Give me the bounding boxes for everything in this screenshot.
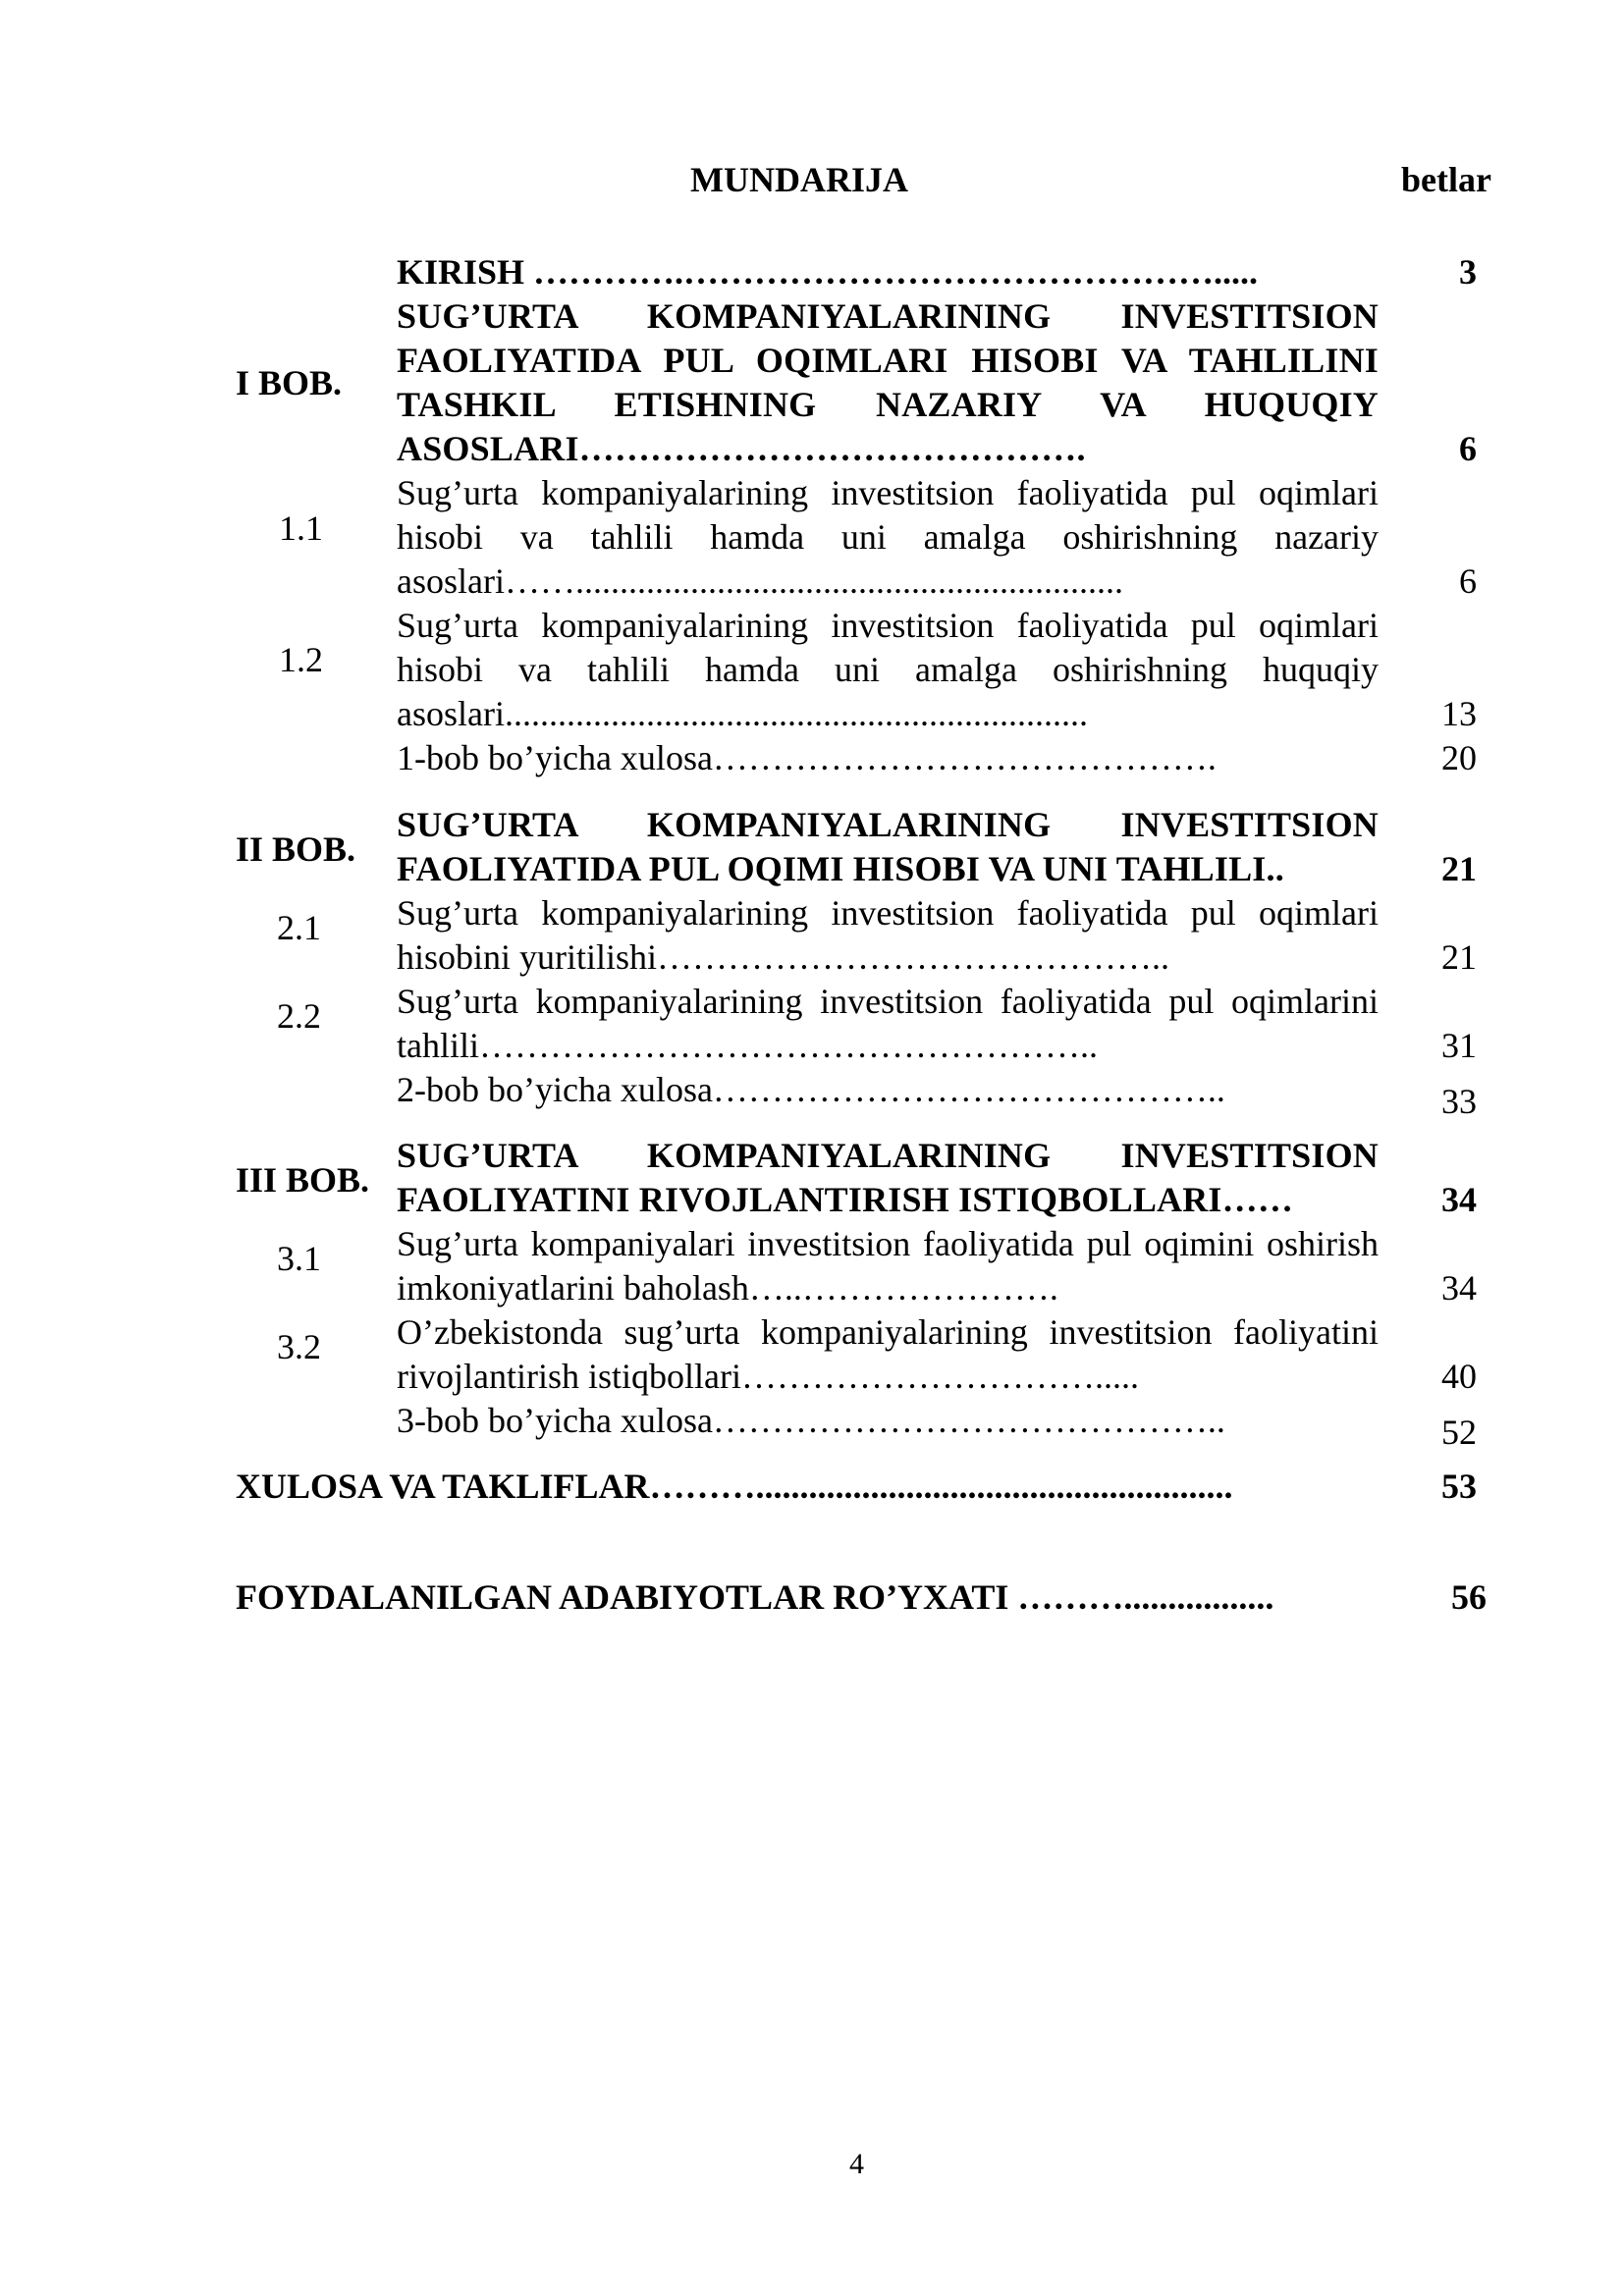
toc-entry-conclusions-proposals[interactable]: XULOSA VA TAKLIFLAR………...................................................... xyxy=(236,1467,1233,1506)
chapter-label-3: III BOB. xyxy=(236,1160,370,1200)
toc-entry-chapter-3[interactable]: SUG’URTA KOMPANIYALARINING INVESTITSION FAOLIYATINI RIVOJLANTIRISH ISTIQBOLLARI…… xyxy=(397,1136,1379,1219)
toc-entry-section-3-2[interactable]: O’zbekistonda sug’urta kompaniyalarining investitsion faoliyatini rivojlantirish istiqbollari…………………………..... xyxy=(397,1312,1379,1396)
toc-page-conclusion-1: 20 xyxy=(1441,738,1477,777)
chapter-label-2: II BOB. xyxy=(236,829,356,869)
chapter-label-1: I BOB. xyxy=(236,363,343,402)
toc-entry-section-1-1[interactable]: Sug’urta kompaniyalarining investitsion faoliyatida pul oqimlari hisobi va tahlili hamda uni amalga oshirishning nazariy asoslari…….............................................................. xyxy=(397,473,1379,601)
toc-page-conclusion-3: 52 xyxy=(1441,1413,1477,1452)
toc-page-intro: 3 xyxy=(1459,252,1477,292)
section-label-2-2: 2.2 xyxy=(277,996,321,1036)
toc-page-section-2-1: 21 xyxy=(1441,937,1477,977)
toc-title: MUNDARIJA xyxy=(690,160,908,199)
toc-page-section-3-1: 34 xyxy=(1441,1268,1477,1308)
toc-entry-section-2-1[interactable]: Sug’urta kompaniyalarining investitsion faoliyatida pul oqimlari hisobini yuritilishi…………………………………….. xyxy=(397,893,1379,977)
toc-entry-section-3-1[interactable]: Sug’urta kompaniyalari investitsion faoliyatida pul oqimini oshirish imkoniyatlarini baholash…..…………………. xyxy=(397,1224,1379,1308)
section-label-3-1: 3.1 xyxy=(277,1239,321,1278)
toc-page-chapter-2: 21 xyxy=(1441,849,1477,888)
toc-entry-conclusion-2[interactable]: 2-bob bo’yicha xulosa…………………………………….. xyxy=(397,1070,1225,1109)
toc-entry-section-1-2[interactable]: Sug’urta kompaniyalarining investitsion faoliyatida pul oqimlari hisobi va tahlili hamda uni amalga oshirishning huquqiy asoslari.................................................................. xyxy=(397,606,1379,733)
toc-entry-intro[interactable]: KIRISH ………….………………………………………..... xyxy=(397,252,1259,292)
toc-page-chapter-1: 6 xyxy=(1459,429,1477,468)
page-number: 4 xyxy=(849,2148,864,2180)
section-label-1-1: 1.1 xyxy=(279,508,323,548)
toc-page-section-2-2: 31 xyxy=(1441,1026,1477,1065)
toc-entry-chapter-2[interactable]: SUG’URTA KOMPANIYALARINING INVESTITSION FAOLIYATIDA PUL OQIMI HISOBI VA UNI TAHLILI.. xyxy=(397,805,1379,888)
toc-page-chapter-3: 34 xyxy=(1441,1180,1477,1219)
section-label-1-2: 1.2 xyxy=(279,640,323,679)
toc-page-section-1-2: 13 xyxy=(1441,694,1477,733)
toc-page-section-1-1: 6 xyxy=(1459,561,1477,601)
toc-entry-references[interactable]: FOYDALANILGAN ADABIYOTLAR RO’YXATI ………................. xyxy=(236,1577,1274,1617)
section-label-2-1: 2.1 xyxy=(277,908,321,947)
pages-column-label: betlar xyxy=(1401,160,1491,199)
toc-entry-conclusion-3[interactable]: 3-bob bo’yicha xulosa…………………………………….. xyxy=(397,1401,1225,1440)
toc-entry-section-2-2[interactable]: Sug’urta kompaniyalarining investitsion faoliyatida pul oqimlarini tahlili…………………………………………….. xyxy=(397,982,1379,1065)
toc-page-references: 56 xyxy=(1451,1577,1487,1617)
toc-entry-conclusion-1[interactable]: 1-bob bo’yicha xulosa……………………………………. xyxy=(397,738,1217,777)
section-label-3-2: 3.2 xyxy=(277,1327,321,1366)
toc-page-section-3-2: 40 xyxy=(1441,1357,1477,1396)
toc-entry-chapter-1[interactable]: SUG’URTA KOMPANIYALARINING INVESTITSION FAOLIYATIDA PUL OQIMLARI HISOBI VA TAHLILINI TASHKIL ETISHNING NAZARIY VA HUQUQIY ASOSLARI……………………………………. xyxy=(397,296,1379,468)
toc-page-conclusions-proposals: 53 xyxy=(1441,1467,1477,1506)
toc-page-conclusion-2: 33 xyxy=(1441,1082,1477,1121)
